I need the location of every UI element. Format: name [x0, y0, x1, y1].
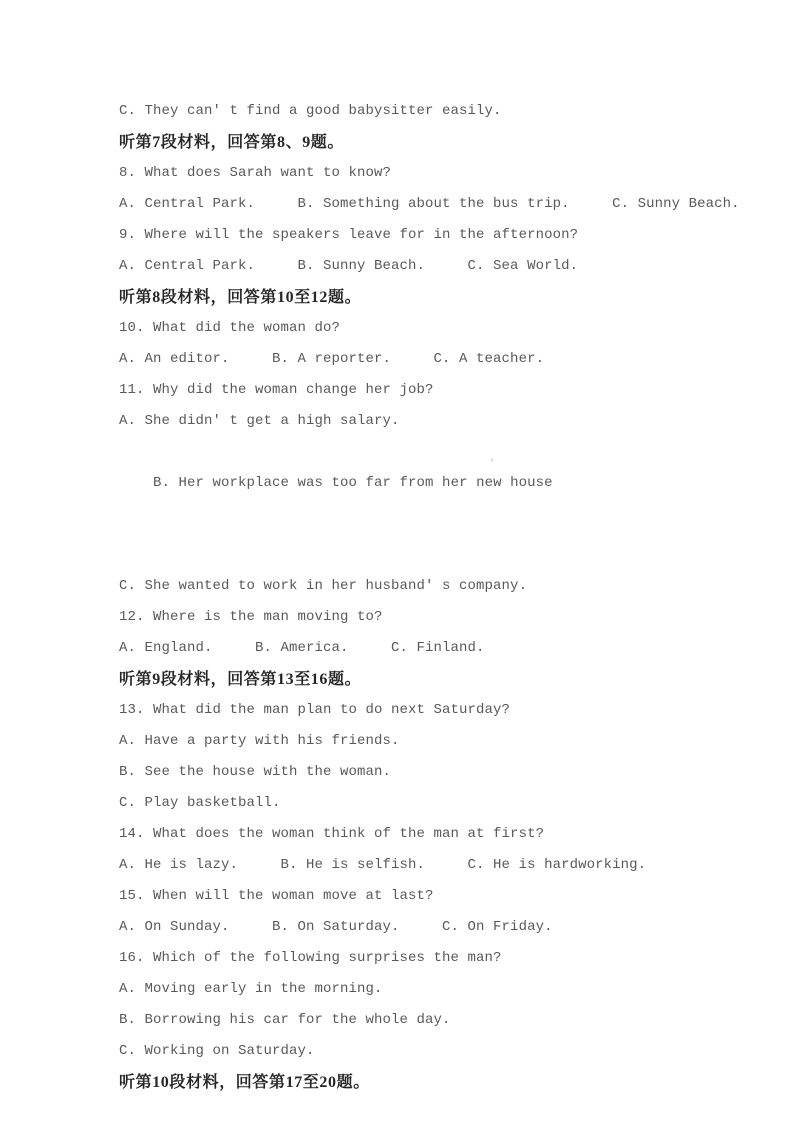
q11-option-c: C. She wanted to work in her husband' s company.	[119, 578, 528, 594]
q12-question: 12. Where is the man moving to?	[119, 609, 383, 625]
q12-options: A. England. B. America. C. Finland.	[119, 640, 485, 656]
q16-option-c: C. Working on Saturday.	[119, 1043, 315, 1059]
section-header-material-8: 听第8段材料，回答第10至12题。	[119, 289, 362, 306]
q8-question: 8. What does Sarah want to know?	[119, 165, 392, 181]
q13-option-b: B. See the house with the woman.	[119, 764, 392, 780]
q13-option-c: C. Play basketball.	[119, 795, 281, 811]
q16-question: 16. Which of the following surprises the man?	[119, 950, 502, 966]
q15-question: 15. When will the woman move at last?	[119, 888, 434, 904]
q13-option-a: A. Have a party with his friends.	[119, 733, 400, 749]
q11-option-a: A. She didn' t get a high salary.	[119, 413, 400, 429]
q16-option-b: B. Borrowing his car for the whole day.	[119, 1012, 451, 1028]
q14-question: 14. What does the woman think of the man at first?	[119, 826, 545, 842]
q15-options: A. On Sunday. B. On Saturday. C. On Friday.	[119, 919, 553, 935]
q7-option-c: C. They can' t find a good babysitter easily.	[119, 103, 502, 119]
q11-option-b-text: B. Her workplace was too far from her new house	[153, 475, 553, 491]
q13-question: 13. What did the man plan to do next Saturday?	[119, 702, 511, 718]
q8-options: A. Central Park. B. Something about the bus trip. C. Sunny Beach.	[119, 196, 740, 212]
q14-options: A. He is lazy. B. He is selfish. C. He is hardworking.	[119, 857, 647, 873]
section-header-material-10: 听第10段材料，回答第17至20题。	[119, 1074, 370, 1091]
q11-option-b	[119, 437, 763, 561]
q9-question: 9. Where will the speakers leave for in the afternoon?	[119, 227, 579, 243]
stray-mark: '	[489, 459, 496, 470]
q16-option-a: A. Moving early in the morning.	[119, 981, 383, 997]
q11-question: 11. Why did the woman change her job?	[119, 382, 434, 398]
q10-options: A. An editor. B. A reporter. C. A teacher.	[119, 351, 545, 367]
section-header-material-7: 听第7段材料，回答第8、9题。	[119, 134, 345, 151]
section-header-material-9: 听第9段材料，回答第13至16题。	[119, 671, 362, 688]
q9-options: A. Central Park. B. Sunny Beach. C. Sea World.	[119, 258, 579, 274]
q10-question: 10. What did the woman do?	[119, 320, 341, 336]
